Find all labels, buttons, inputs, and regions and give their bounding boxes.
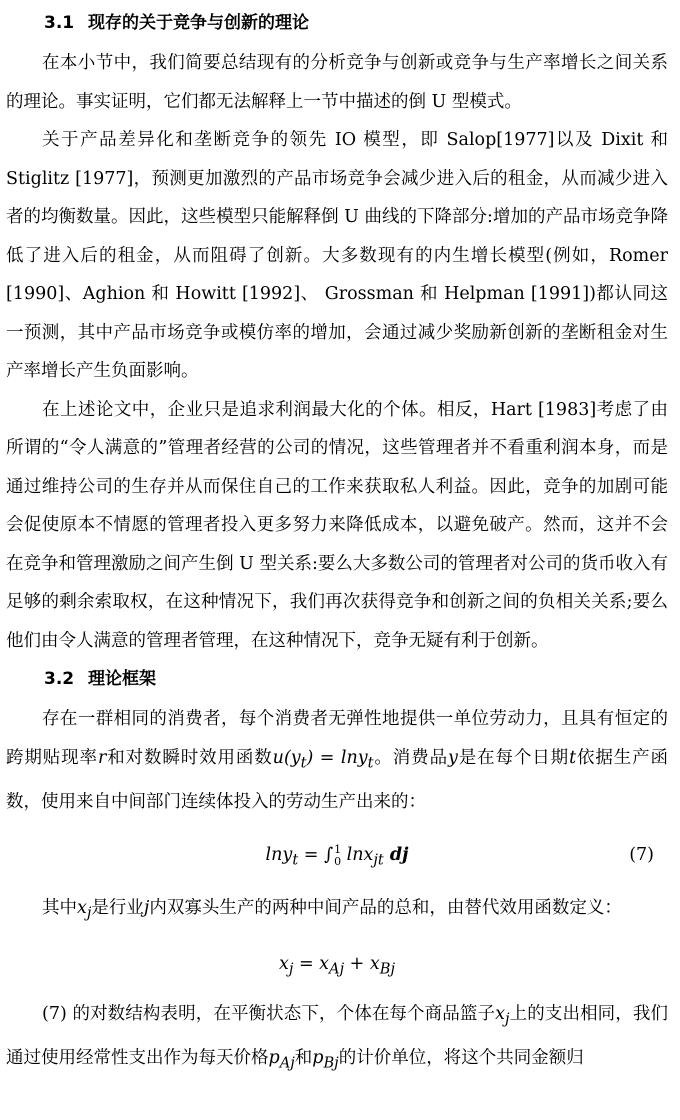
paragraph: 存在一群相同的消费者，每个消费者无弹性地提供一单位劳动力，且具有恒定的跨期贴现率r和对数瞬时效用函数$u(y_t) = \ln y_t$。消费品y是在每个日期t依据生产函数，使用来自中间部门连续体投入的劳动生产出来的： bbox=[6, 709, 669, 812]
paragraph: 关于产品差异化和垄断竞争的领先 IO 模型，即 Salop[1977]以及 Dixit 和 Stiglitz [1977]，预测更加激烈的产品市场竞争会减少进入后的租金，从而减少进入者的均衡数量。因此，这些模型只能解释倒 U 曲线的下降部分:增加的产品市场竞争降低了进入后的租金，从而阻碍了创新。大多数现有的内生增长模型(例如，Romer [1990]、Aghion 和 Howitt [1992]、 Grossman 和 Helpman [1991])都认同这一预测，其中产品市场竞争或模仿率的增加，会通过减少奖励新创新的垄断租金对生产率增长产生负面影响。 bbox=[6, 130, 668, 381]
section-title: 理论框架 bbox=[88, 669, 157, 689]
equation-number: (7) bbox=[629, 845, 654, 865]
paragraph: 其中$x_j$是行业j内双寡头生产的两种中间产品的总和，由替代效用函数定义： bbox=[42, 898, 622, 922]
math-var: t bbox=[569, 747, 577, 768]
section-heading-3-2 bbox=[44, 666, 668, 692]
section-number: 3.1 bbox=[44, 13, 75, 33]
math-var: y bbox=[447, 747, 458, 768]
paragraph: 在上述论文中，企业只是追求利润最大化的个体。相反，Hart [1983]考虑了由所谓的“令人满意的”管理者经营的公司的情况，这些管理者并不看重利润本身，而是通过维持公司的生存并从而保住自己的工作来获取私人利益。因此，竞争的加剧可能会促使原本不情愿的管理者投入更多努力来降低成本，以避免破产。然而，这并不会在竞争和管理激励之间产生倒 U 型关系:要么大多数公司的管理者对公司的货币收入有足够的剩余索取权，在这种情况下，我们再次获得竞争和创新之间的负相关关系;要么他们由令人满意的管理者管理，在这种情况下，竞争无疑有利于创新。 bbox=[6, 399, 668, 651]
section-heading-3-1 bbox=[44, 10, 668, 36]
section-title: 现存的关于竞争与创新的理论 bbox=[88, 13, 310, 33]
section-number: 3.2 bbox=[44, 669, 75, 689]
math-expr: $u(y_t) = \ln y_t$ bbox=[272, 747, 374, 771]
equation-body: $x_j = x_{Aj} + x_{Bj}$ bbox=[278, 954, 396, 978]
equation-8 bbox=[6, 939, 668, 989]
paragraph: (7) 的对数结构表明，在平衡状态下，个体在每个商品篮子$x_j$上的支出相同，我们通过使用经常性支出作为每天价格$p_{Aj}$和$p_{Bj}$的计价单位，将这个共同金额归 bbox=[6, 1004, 669, 1072]
equation-7 bbox=[6, 827, 668, 883]
equation-body: lny$_t$ = ∫ 1 0 lnx$_{jt}$ dj bbox=[265, 842, 409, 869]
paragraph: 在本小节中，我们简要总结现有的分析竞争与创新或竞争与生产率增长之间关系的理论。事实证明，它们都无法解释上一节中描述的倒 U 型模式。 bbox=[6, 53, 668, 112]
math-var: r bbox=[97, 747, 107, 768]
